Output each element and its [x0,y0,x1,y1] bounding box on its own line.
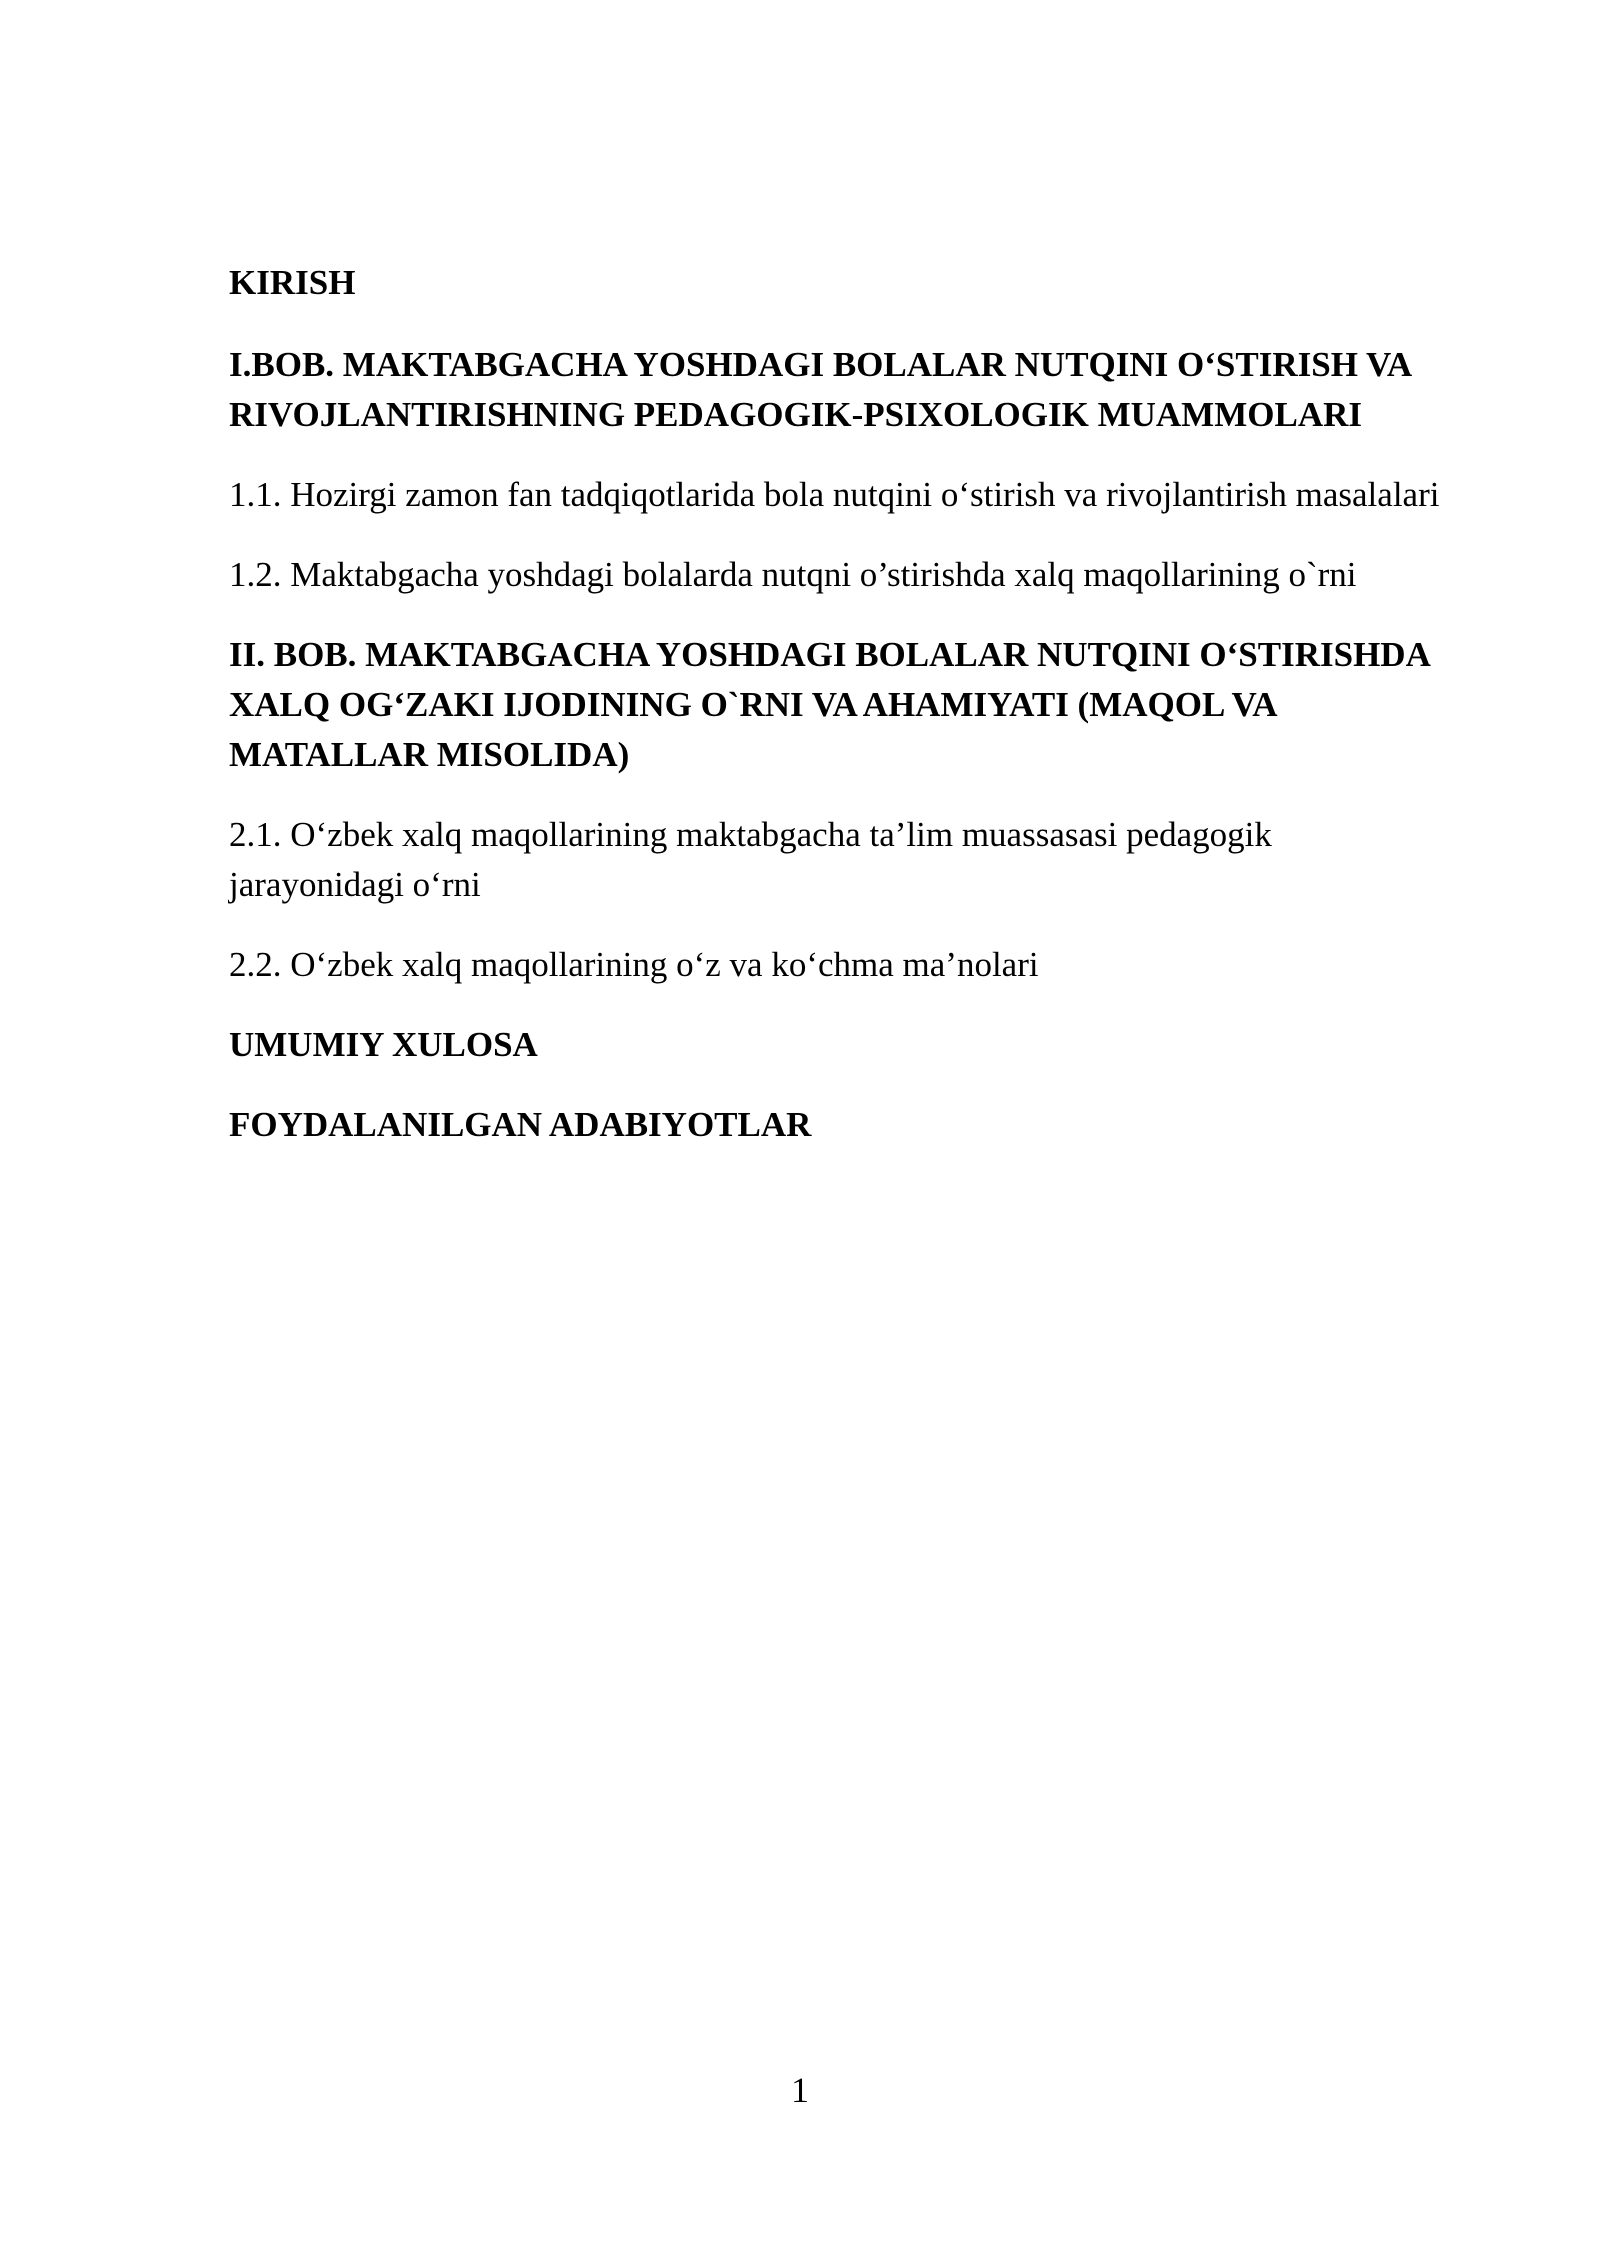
toc-section-2-1: 2.1. O‘zbek xalq maqollarining maktabgacha ta’lim muassasasi pedagogik jarayonidagi o‘rni [229,815,1272,904]
toc-section-1-1: 1.1. Hozirgi zamon fan tadqiqotlarida bola nutqini o‘stirish va rivojlantirish masalalari [229,475,1440,514]
toc-section-1-2: 1.2. Maktabgacha yoshdagi bolalarda nutqni o’stirishda xalq maqollarining o`rni [229,555,1357,594]
toc-intro: KIRISH [229,263,356,302]
toc-references: FOYDALANILGAN ADABIYOTLAR [229,1105,812,1144]
toc-section-2-2: 2.2. O‘zbek xalq maqollarining o‘z va ko‘chma ma’nolari [229,945,1039,984]
toc-chapter-1-title: I.BOB. MAKTABGACHA YOSHDAGI BOLALAR NUTQINI O‘STIRISH VA RIVOJLANTIRISHNING PEDAGOGIK-PSIXOLOGIK MUAMMOLARI [229,345,1411,434]
toc-conclusion: UMUMIY XULOSA [229,1025,538,1064]
table-of-contents [229,258,1448,1150]
page-number: 1 [791,2070,809,2110]
toc-chapter-2-title: II. BOB. MAKTABGACHA YOSHDAGI BOLALAR NUTQINI O‘STIRISHDA XALQ OG‘ZAKI IJODINING O`RNI VA AHAMIYATI (MAQOL VA MATALLAR MISOLIDA) [229,635,1429,774]
